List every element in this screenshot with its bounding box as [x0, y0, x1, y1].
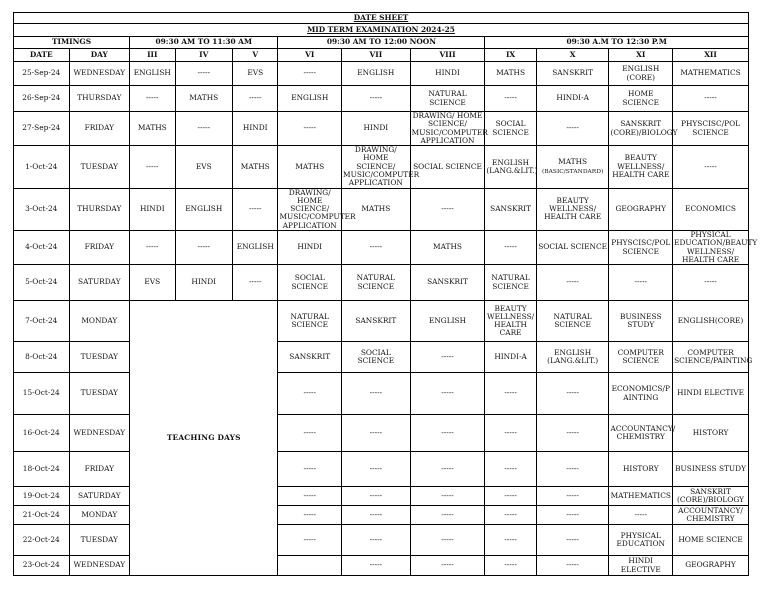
subject-cell: -----: [609, 265, 673, 301]
subject-cell: HINDI: [342, 112, 411, 146]
subject-cell: SANSKRIT: [536, 62, 609, 86]
subject-cell: EVS: [175, 146, 233, 188]
subject-cell: BEAUTY WELLNESS/ HEALTH CARE: [609, 146, 673, 188]
day-cell: THURSDAY: [69, 86, 130, 112]
date-cell: 15-Oct-24: [14, 373, 70, 415]
day-cell: WEDNESDAY: [69, 415, 130, 452]
day-cell: SATURDAY: [69, 487, 130, 506]
subject-cell: -----: [410, 525, 485, 556]
day-cell: TUESDAY: [69, 342, 130, 373]
subject-cell: SANSKRIT: [410, 265, 485, 301]
teaching-days-block: TEACHING DAYS: [130, 301, 278, 576]
subject-cell: -----: [278, 452, 342, 487]
subject-cell: HISTORY: [609, 452, 673, 487]
subject-cell: BEAUTY WELLNESS/ HEALTH CARE: [536, 188, 609, 230]
day-cell: TUESDAY: [69, 373, 130, 415]
subject-cell: -----: [342, 556, 411, 576]
subject-cell: -----: [410, 415, 485, 452]
subject-cell: DRAWING/ HOME SCIENCE/ MUSIC/COMPUTER APPLICATION: [279, 187, 356, 230]
date-cell: 8-Oct-24: [14, 342, 70, 373]
subject-cell: HINDI: [175, 265, 233, 301]
day-cell: MONDAY: [69, 301, 130, 342]
subject-cell: -----: [410, 452, 485, 487]
date-cell: 7-Oct-24: [14, 301, 70, 342]
subject-cell: -----: [536, 265, 609, 301]
subject-cell: HINDI: [130, 188, 175, 230]
subject-cell: MATHS: [342, 188, 411, 230]
table-row: [14, 86, 749, 112]
date-cell: 19-Oct-24: [14, 487, 70, 506]
subject-cell: -----: [485, 556, 536, 576]
subject-cell: HINDI: [410, 62, 485, 86]
subject-cell: ENGLISH: [233, 230, 278, 264]
table-row: [14, 506, 749, 525]
table-row: [14, 415, 749, 452]
subject-cell: -----: [342, 415, 411, 452]
subject-cell: HINDI ELECTIVE: [609, 556, 673, 576]
subject-cell: DRAWING/ HOME SCIENCE/ MUSIC/COMPUTER APPLICATION: [411, 111, 488, 145]
subject-cell: -----: [536, 452, 609, 487]
subject-cell: MATHS: [130, 112, 175, 146]
subject-cell: HOME SCIENCE: [609, 86, 673, 112]
subject-cell: HINDI: [278, 230, 342, 264]
column-header: XII: [673, 49, 749, 62]
column-header: X: [536, 49, 609, 62]
date-cell: 5-Oct-24: [14, 265, 70, 301]
table-row: [14, 487, 749, 506]
subject-cell: -----: [233, 188, 278, 230]
subject-cell: GEOGRAPHY: [609, 188, 673, 230]
subject-cell: -----: [342, 373, 411, 415]
subject-cell: -----: [536, 556, 609, 576]
subject-cell: ENGLISH(CORE): [673, 301, 749, 342]
subject-cell: HINDI ELECTIVE: [673, 373, 749, 415]
column-header: III: [130, 49, 175, 62]
subject-cell: -----: [536, 525, 609, 556]
subject-cell: -----: [342, 230, 411, 264]
subject-cell: MATHEMATICS: [609, 487, 673, 506]
subject-cell: NATURAL SCIENCE: [410, 86, 485, 112]
date-cell: 22-Oct-24: [14, 525, 70, 556]
subject-cell: -----: [278, 112, 342, 146]
subject-cell: SOCIAL SCIENCE: [278, 265, 342, 301]
subject-cell: -----: [278, 525, 342, 556]
day-cell: TUESDAY: [69, 146, 130, 188]
subject-cell: EVS: [130, 265, 175, 301]
subject-cell: NATURAL SCIENCE: [342, 265, 411, 301]
subject-cell: SOCIAL SCIENCE: [410, 146, 485, 188]
day-cell: FRIDAY: [69, 230, 130, 264]
subject-cell: -----: [278, 373, 342, 415]
table-row: [14, 556, 749, 576]
subject-cell: BUSINESS STUDY: [609, 301, 673, 342]
subject-cell: -----: [233, 265, 278, 301]
subject-cell: BUSINESS STUDY: [673, 452, 749, 487]
subject-cell: -----: [410, 373, 485, 415]
column-header: DAY: [69, 49, 130, 62]
day-cell: FRIDAY: [69, 112, 130, 146]
subject-cell: -----: [130, 146, 175, 188]
column-header: IX: [485, 49, 536, 62]
subject-cell: ENGLISH: [278, 86, 342, 112]
subject-cell: MATHS: [410, 230, 485, 264]
table-row: [14, 188, 749, 230]
day-cell: WEDNESDAY: [69, 556, 130, 576]
table-row: [14, 112, 749, 146]
subject-cell: GEOGRAPHY: [673, 556, 749, 576]
column-header: VII: [342, 49, 411, 62]
sheet-title: DATE SHEET: [14, 13, 749, 24]
subject-cell: DRAWING/ HOME SCIENCE/ MUSIC/COMPUTER APPLICATION: [343, 145, 420, 188]
table-row: [14, 265, 749, 301]
subject-cell: ECONOMICS: [673, 188, 749, 230]
subject-cell: -----: [536, 487, 609, 506]
table-row: [14, 62, 749, 86]
subject-cell: ENGLISH: [342, 62, 411, 86]
slot-middle: 09:30 AM TO 12:00 NOON: [278, 37, 485, 49]
day-cell: FRIDAY: [69, 452, 130, 487]
date-cell: 23-Oct-24: [14, 556, 70, 576]
date-cell: 21-Oct-24: [14, 506, 70, 525]
column-header: VIII: [410, 49, 485, 62]
subject-cell: -----: [342, 506, 411, 525]
subject-cell: ENGLISH (LANG.&LIT.): [536, 342, 609, 373]
subject-cell: MATHS: [233, 146, 278, 188]
subject-cell: -----: [485, 452, 536, 487]
subject-cell: -----: [410, 188, 485, 230]
subject-cell: -----: [673, 265, 749, 301]
subject-cell: -----: [130, 230, 175, 264]
table-row: [14, 146, 749, 188]
subject-cell: -----: [410, 487, 485, 506]
subject-cell: -----: [536, 506, 609, 525]
column-header: DATE: [14, 49, 70, 62]
column-header: V: [233, 49, 278, 62]
subject-cell: -----: [536, 373, 609, 415]
subject-cell: ENGLISH (CORE): [609, 62, 673, 86]
subject-cell: -----: [485, 525, 536, 556]
date-cell: 18-Oct-24: [14, 452, 70, 487]
timings-label: TIMINGS: [14, 37, 130, 49]
subject-cell: [536, 146, 609, 188]
subject-cell: -----: [485, 373, 536, 415]
subject-cell: -----: [278, 62, 342, 86]
subject-cell: ENGLISH: [130, 62, 175, 86]
subject-cell: [278, 556, 342, 576]
subject-cell: -----: [485, 415, 536, 452]
subject-cell: -----: [536, 112, 609, 146]
subject-cell: -----: [485, 487, 536, 506]
date-sheet-table: [13, 12, 758, 576]
subject-cell: EVS: [233, 62, 278, 86]
subject-cell: MATHS: [485, 62, 536, 86]
slot-senior: 09:30 A.M TO 12:30 P.M: [485, 37, 749, 49]
subject-cell: HINDI-A: [485, 342, 536, 373]
day-cell: SATURDAY: [69, 265, 130, 301]
subject-cell: SOCIAL SCIENCE: [342, 342, 411, 373]
subject-main: MATHS: [558, 157, 588, 167]
subject-cell: ACCOUNTANCY/ CHEMISTRY: [673, 506, 749, 525]
subject-cell: -----: [673, 86, 749, 112]
subject-cell: BEAUTY WELLNESS/ HEALTH CARE: [485, 301, 536, 342]
subject-cell: -----: [536, 415, 609, 452]
subject-cell: COMPUTER SCIENCE: [609, 342, 673, 373]
column-header: IV: [175, 49, 233, 62]
day-cell: MONDAY: [69, 506, 130, 525]
table-row: [14, 301, 749, 342]
subject-cell: NATURAL SCIENCE: [278, 301, 342, 342]
subject-cell: -----: [342, 86, 411, 112]
subject-cell: SANSKRIT (CORE)/BIOLOGY: [673, 487, 749, 506]
subject-cell: -----: [175, 112, 233, 146]
subject-cell: -----: [278, 506, 342, 525]
subject-cell: HINDI: [233, 112, 278, 146]
column-header: XI: [609, 49, 673, 62]
day-cell: TUESDAY: [69, 525, 130, 556]
subject-cell: SANSKRIT: [278, 342, 342, 373]
subject-cell: -----: [673, 146, 749, 188]
subject-cell: SOCIAL SCIENCE: [485, 112, 536, 146]
table-row: [14, 230, 749, 264]
subject-cell: -----: [278, 415, 342, 452]
subject-cell: PHYSICAL EDUCATION/BEAUTY WELLNESS/ HEALTH CARE: [674, 229, 758, 264]
subject-cell: SANSKRIT: [342, 301, 411, 342]
subject-cell: NATURAL SCIENCE: [536, 301, 609, 342]
subject-cell: -----: [485, 506, 536, 525]
subject-cell: ENGLISH (LANG.&LIT.): [485, 146, 536, 188]
subject-cell: COMPUTER SCIENCE/PAINTING: [673, 342, 749, 373]
subject-cell: ENGLISH: [175, 188, 233, 230]
subject-cell: ECONOMICS/PAINTING: [609, 373, 673, 415]
subject-sub: (BASIC/STANDARD): [542, 168, 604, 175]
subject-cell: SOCIAL SCIENCE: [536, 230, 609, 264]
subject-cell: MATHS: [278, 146, 342, 188]
day-cell: WEDNESDAY: [69, 62, 130, 86]
exam-title: MID TERM EXAMINATION 2024-25: [14, 24, 749, 37]
subject-cell: MATHS: [175, 86, 233, 112]
subject-cell: NATURAL SCIENCE: [485, 265, 536, 301]
subject-cell: ACCOUNTANCY/ CHEMISTRY: [609, 415, 673, 452]
subject-cell: PHYSCISC/POL SCIENCE: [609, 230, 673, 264]
table-row: [14, 373, 749, 415]
subject-cell: -----: [485, 86, 536, 112]
subject-cell: HINDI-A: [536, 86, 609, 112]
day-cell: THURSDAY: [69, 188, 130, 230]
table-row: [14, 342, 749, 373]
column-header: VI: [278, 49, 342, 62]
table-row: [14, 452, 749, 487]
subject-cell: -----: [410, 506, 485, 525]
subject-cell: HOME SCIENCE: [673, 525, 749, 556]
date-cell: 1-Oct-24: [14, 146, 70, 188]
subject-cell: PHYSCISC/POL SCIENCE: [673, 112, 749, 146]
subject-cell: -----: [609, 506, 673, 525]
subject-cell: HISTORY: [673, 415, 749, 452]
subject-cell: -----: [342, 525, 411, 556]
subject-cell: -----: [233, 86, 278, 112]
date-cell: 26-Sep-24: [14, 86, 70, 112]
subject-cell: -----: [278, 487, 342, 506]
subject-cell: SANSKRIT: [485, 188, 536, 230]
subject-cell: MATHEMATICS: [673, 62, 749, 86]
subject-cell: ENGLISH: [410, 301, 485, 342]
date-cell: 4-Oct-24: [14, 230, 70, 264]
subject-cell: -----: [410, 556, 485, 576]
subject-cell: -----: [342, 487, 411, 506]
subject-cell: -----: [175, 62, 233, 86]
date-cell: 25-Sep-24: [14, 62, 70, 86]
date-cell: 16-Oct-24: [14, 415, 70, 452]
subject-cell: SANSKRIT (CORE)/BIOLOGY: [609, 112, 673, 146]
subject-cell: -----: [175, 230, 233, 264]
date-cell: 27-Sep-24: [14, 112, 70, 146]
subject-cell: PHYSICAL EDUCATION: [609, 525, 673, 556]
slot-primary: 09:30 AM TO 11:30 AM: [130, 37, 278, 49]
table-row: [14, 525, 749, 556]
subject-cell: -----: [410, 342, 485, 373]
subject-cell: -----: [130, 86, 175, 112]
subject-cell: -----: [342, 452, 411, 487]
subject-cell: -----: [485, 230, 536, 264]
date-cell: 3-Oct-24: [14, 188, 70, 230]
